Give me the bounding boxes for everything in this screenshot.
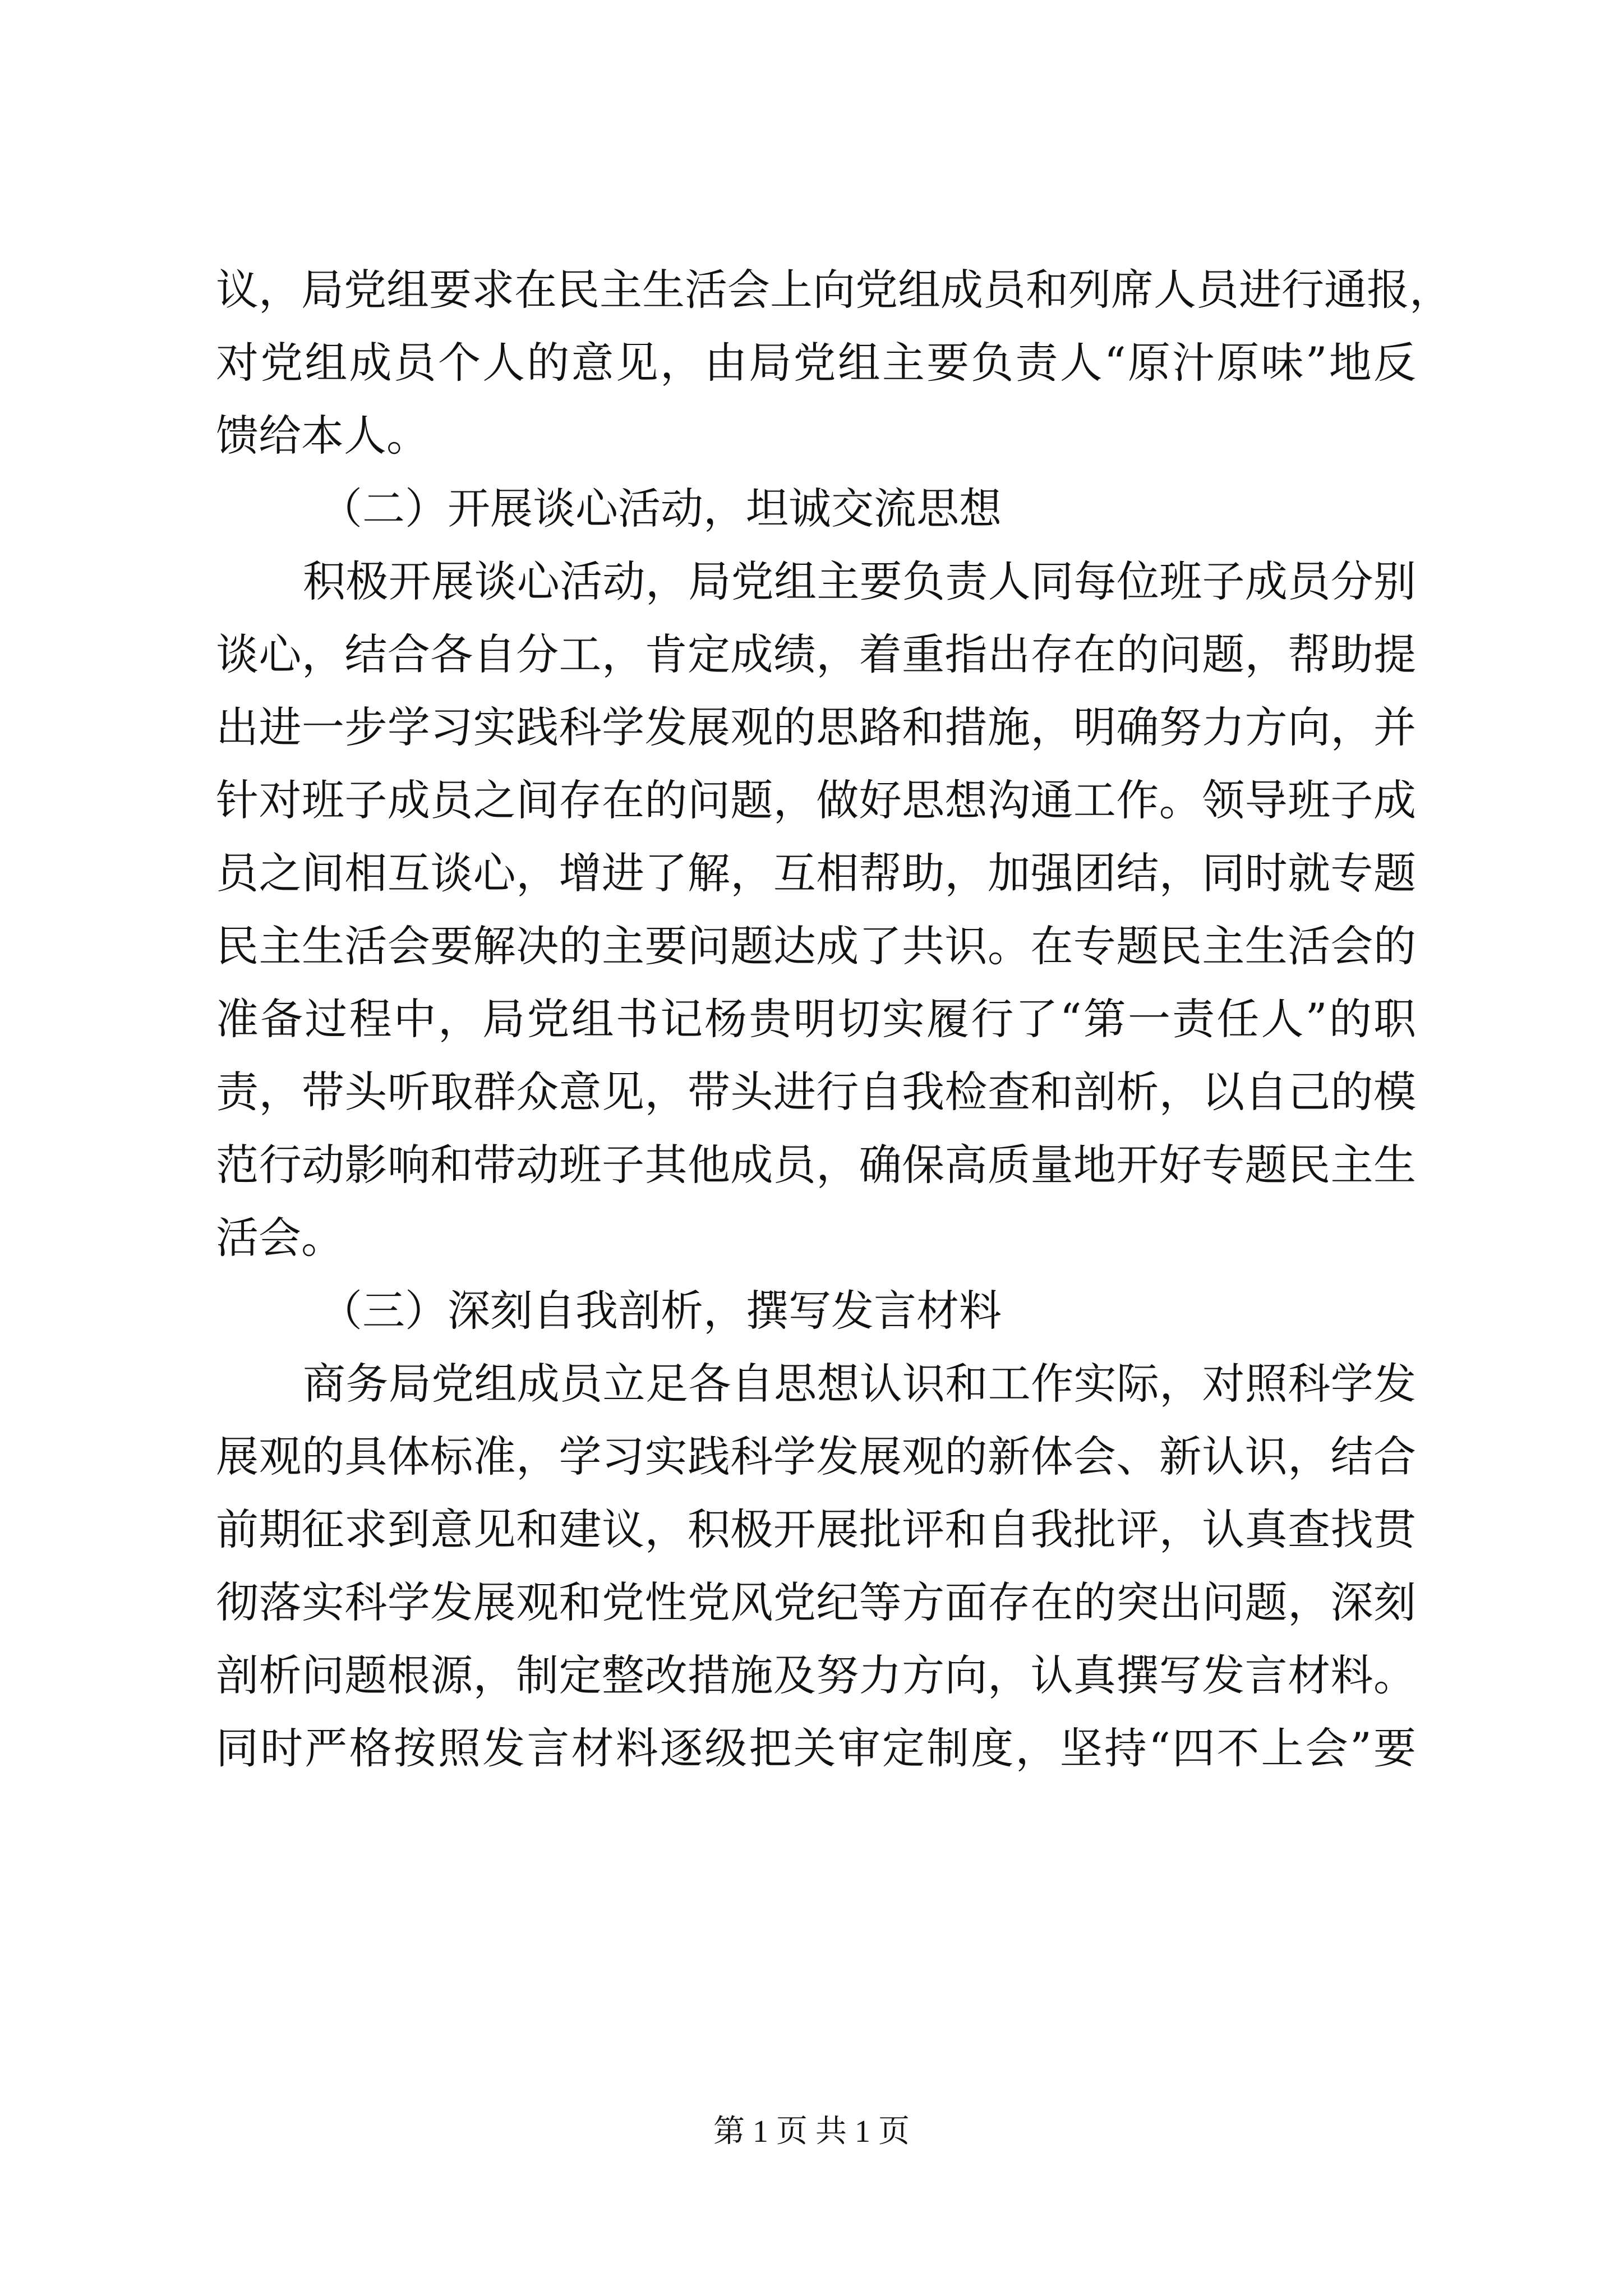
section-heading-2: （二）开展谈心活动，坦诚交流思想 [320,484,1002,533]
text-line-8: 针对班子成员之间存在的问题，做好思想沟通工作。领导班子成 [216,775,1416,825]
text-line-3: 馈给本人。 [216,411,429,461]
text-line-16: 商务局党组成员立足各自思想认识和工作实际，对照科学发 [303,1359,1416,1409]
text-line-7: 出进一步学习实践科学发展观的思路和措施，明确努力方向，并 [216,702,1416,752]
page-footer: 第 1 页 共 1 页 [713,2114,910,2149]
text-line-19: 彻落实科学发展观和党性党风党纪等方面存在的突出问题，深刻 [216,1577,1416,1627]
text-line-9: 员之间相互谈心，增进了解，互相帮助，加强团结，同时就专题 [216,848,1416,898]
text-line-14: 活会。 [216,1213,344,1263]
text-line-2: 对党组成员个人的意见，由局党组主要负责人“原汁原味”地反 [216,338,1416,388]
text-line-17: 展观的具体标准，学习实践科学发展观的新体会、新认识，结合 [216,1432,1416,1481]
text-line-18: 前期征求到意见和建议，积极开展批评和自我批评，认真查找贯 [216,1504,1416,1554]
text-line-1: 议，局党组要求在民主生活会上向党组成员和列席人员进行通报， [216,265,1452,315]
text-line-13: 范行动影响和带动班子其他成员，确保高质量地开好专题民主生 [216,1140,1416,1190]
text-line-11: 准备过程中，局党组书记杨贵明切实履行了“第一责任人”的职 [216,994,1416,1044]
text-line-12: 责，带头听取群众意见，带头进行自我检查和剖析，以自己的模 [216,1067,1416,1117]
text-line-10: 民主生活会要解决的主要问题达成了共识。在专题民主生活会的 [216,921,1416,971]
text-line-5: 积极开展谈心活动，局党组主要负责人同每位班子成员分别 [303,556,1416,606]
section-heading-3: （三）深刻自我剖析，撰写发言材料 [320,1286,1002,1336]
text-line-20: 剖析问题根源，制定整改措施及努力方向，认真撰写发言材料。 [216,1650,1416,1700]
text-line-21: 同时严格按照发言材料逐级把关审定制度，坚持“四不上会”要 [216,1723,1416,1773]
text-line-6: 谈心，结合各自分工，肯定成绩，着重指出存在的问题，帮助提 [216,629,1416,679]
